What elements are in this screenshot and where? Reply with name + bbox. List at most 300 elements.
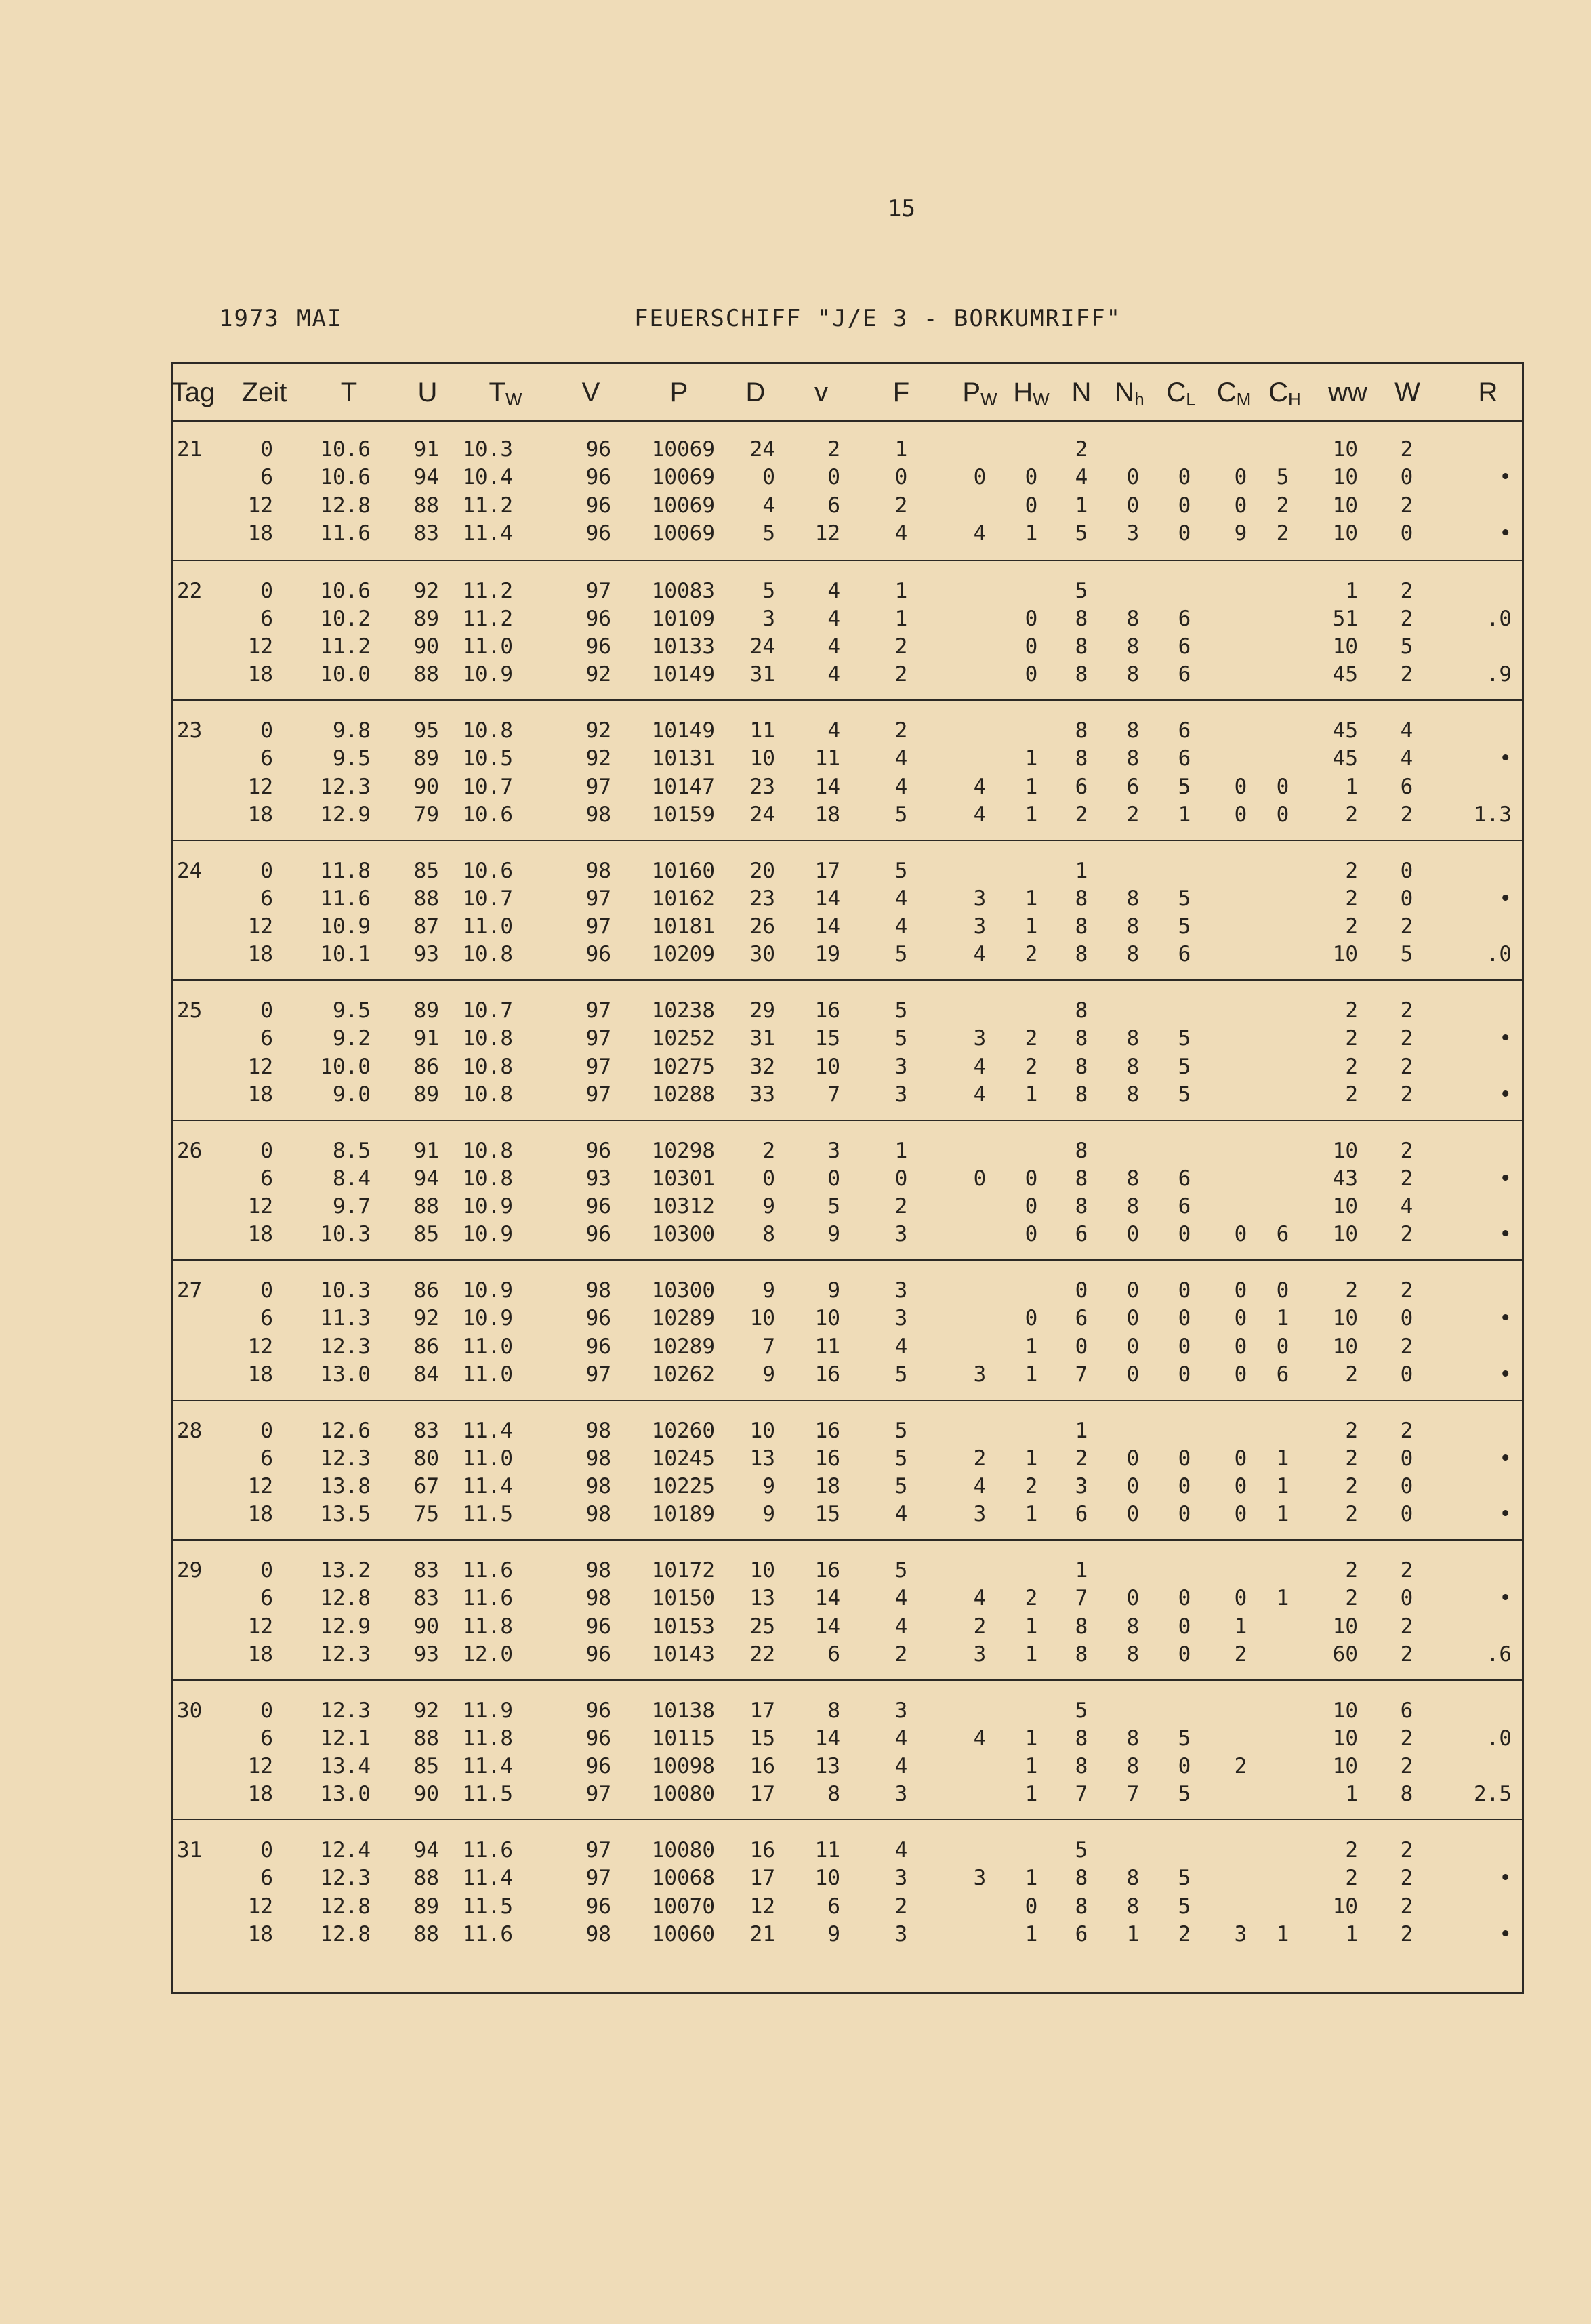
cell-CL: 0: [1178, 1362, 1191, 1387]
cell-v: 5: [827, 1194, 840, 1219]
cell-Nh: 8: [1126, 1026, 1140, 1051]
cell-W: 2: [1400, 1138, 1413, 1163]
cell-Pw: 4: [973, 1054, 987, 1079]
day-label: 24: [177, 858, 203, 883]
cell-Hw: 1: [1025, 1502, 1038, 1527]
cell-N: 8: [1075, 1866, 1088, 1891]
col-header-label: T: [340, 378, 358, 407]
cell-T: 13.2: [320, 1558, 371, 1583]
cell-W: 2: [1400, 1334, 1413, 1359]
cell-ww: 2: [1345, 1082, 1358, 1107]
day-block-21: [173, 420, 1522, 559]
cell-V: 96: [585, 1138, 611, 1163]
cell-CL: 5: [1178, 1894, 1191, 1919]
cell-Nh: 8: [1126, 1194, 1140, 1219]
cell-CL: 5: [1178, 774, 1191, 799]
cell-Nh: 8: [1126, 1754, 1140, 1779]
cell-U: 80: [413, 1446, 439, 1471]
cell-v: 16: [814, 1446, 840, 1471]
cell-CL: 5: [1178, 1082, 1191, 1107]
cell-R: •: [1499, 1306, 1512, 1331]
cell-zeit: 6: [260, 606, 273, 631]
cell-Nh: 8: [1126, 1614, 1140, 1639]
col-header-label: N: [1071, 378, 1092, 407]
cell-V: 98: [585, 858, 611, 883]
cell-V: 96: [585, 1754, 611, 1779]
cell-U: 88: [413, 886, 439, 911]
cell-V: 97: [585, 774, 611, 799]
cell-W: 0: [1400, 1474, 1413, 1499]
cell-Tw: 10.9: [462, 1194, 513, 1219]
cell-D: 31: [749, 662, 775, 687]
cell-CH: 0: [1276, 1278, 1289, 1303]
cell-U: 94: [413, 1166, 439, 1191]
cell-Pw: 3: [973, 886, 987, 911]
cell-D: 33: [749, 1082, 775, 1107]
col-header-CM: [1217, 378, 1252, 410]
cell-U: 85: [413, 1222, 439, 1247]
cell-U: 91: [413, 437, 439, 462]
cell-zeit: 18: [247, 1642, 273, 1667]
cell-P: 10301: [651, 1166, 715, 1191]
cell-T: 10.0: [320, 662, 371, 687]
cell-U: 95: [413, 718, 439, 743]
cell-ww: 51: [1332, 606, 1358, 631]
cell-Tw: 10.8: [462, 1082, 513, 1107]
cell-CM: 0: [1234, 774, 1247, 799]
cell-W: 4: [1400, 718, 1413, 743]
cell-P: 10115: [651, 1726, 715, 1751]
cell-T: 10.1: [320, 942, 371, 967]
cell-F: 4: [894, 1586, 908, 1611]
day-block-26: [173, 1120, 1522, 1261]
cell-P: 10312: [651, 1194, 715, 1219]
col-header-tag: [171, 378, 215, 408]
cell-T: 10.3: [320, 1222, 371, 1247]
cell-Tw: 10.6: [462, 802, 513, 827]
cell-CL: 0: [1178, 1502, 1191, 1527]
col-header-Tw: [489, 378, 522, 410]
cell-U: 93: [413, 942, 439, 967]
cell-CL: 0: [1178, 1446, 1191, 1471]
cell-CH: 2: [1276, 521, 1289, 546]
cell-V: 96: [585, 634, 611, 659]
cell-v: 16: [814, 1418, 840, 1443]
cell-P: 10068: [651, 1866, 715, 1891]
cell-Tw: 11.4: [462, 1474, 513, 1499]
cell-Pw: 4: [973, 774, 987, 799]
cell-V: 96: [585, 1334, 611, 1359]
cell-V: 96: [585, 493, 611, 518]
cell-V: 98: [585, 1474, 611, 1499]
cell-Tw: 10.6: [462, 858, 513, 883]
cell-ww: 10: [1332, 1726, 1358, 1751]
page-number: 15: [888, 195, 915, 222]
cell-P: 10133: [651, 634, 715, 659]
cell-Hw: 1: [1025, 521, 1038, 546]
cell-CL: 6: [1178, 606, 1191, 631]
col-header-label: C: [1166, 378, 1186, 407]
cell-zeit: 18: [247, 1082, 273, 1107]
cell-W: 2: [1400, 1838, 1413, 1862]
cell-P: 10162: [651, 886, 715, 911]
cell-P: 10181: [651, 914, 715, 939]
cell-U: 85: [413, 858, 439, 883]
cell-V: 96: [585, 1306, 611, 1331]
cell-W: 2: [1400, 998, 1413, 1023]
cell-CL: 0: [1178, 521, 1191, 546]
cell-F: 5: [894, 1026, 908, 1051]
cell-CL: 0: [1178, 1278, 1191, 1303]
cell-W: 0: [1400, 521, 1413, 546]
cell-ww: 60: [1332, 1642, 1358, 1667]
cell-U: 89: [413, 1894, 439, 1919]
cell-ww: 10: [1332, 1894, 1358, 1919]
cell-F: 2: [894, 493, 908, 518]
cell-v: 9: [827, 1222, 840, 1247]
cell-Tw: 11.4: [462, 521, 513, 546]
cell-V: 98: [585, 1446, 611, 1471]
cell-zeit: 6: [260, 1446, 273, 1471]
cell-Hw: 0: [1025, 1222, 1038, 1247]
cell-ww: 45: [1332, 718, 1358, 743]
cell-CL: 0: [1178, 1614, 1191, 1639]
cell-V: 97: [585, 578, 611, 603]
cell-P: 10147: [651, 774, 715, 799]
cell-Tw: 10.7: [462, 998, 513, 1023]
cell-v: 4: [827, 634, 840, 659]
cell-CL: 0: [1178, 1306, 1191, 1331]
cell-U: 88: [413, 493, 439, 518]
cell-T: 12.3: [320, 1866, 371, 1891]
cell-R: •: [1499, 1222, 1512, 1247]
cell-Nh: 0: [1126, 493, 1140, 518]
cell-D: 15: [749, 1726, 775, 1751]
cell-U: 92: [413, 1698, 439, 1723]
cell-W: 2: [1400, 1754, 1413, 1779]
cell-U: 94: [413, 1838, 439, 1862]
cell-ww: 2: [1345, 1446, 1358, 1471]
cell-CH: 5: [1276, 465, 1289, 490]
cell-v: 9: [827, 1921, 840, 1946]
cell-P: 10159: [651, 802, 715, 827]
cell-Nh: 8: [1126, 1082, 1140, 1107]
cell-R: •: [1499, 1362, 1512, 1387]
cell-Pw: 3: [973, 1026, 987, 1051]
cell-CL: 6: [1178, 634, 1191, 659]
cell-v: 11: [814, 746, 840, 771]
cell-Tw: 11.5: [462, 1502, 513, 1527]
cell-V: 98: [585, 1558, 611, 1583]
cell-ww: 45: [1332, 662, 1358, 687]
cell-CL: 6: [1178, 718, 1191, 743]
cell-v: 10: [814, 1866, 840, 1891]
cell-Tw: 10.9: [462, 1278, 513, 1303]
cell-P: 10262: [651, 1362, 715, 1387]
cell-N: 5: [1075, 521, 1088, 546]
cell-V: 92: [585, 746, 611, 771]
cell-v: 6: [827, 493, 840, 518]
cell-W: 2: [1400, 1642, 1413, 1667]
cell-v: 10: [814, 1306, 840, 1331]
cell-N: 5: [1075, 578, 1088, 603]
cell-zeit: 6: [260, 465, 273, 490]
cell-zeit: 0: [260, 998, 273, 1023]
cell-F: 2: [894, 1194, 908, 1219]
cell-W: 2: [1400, 493, 1413, 518]
cell-CH: 1: [1276, 1474, 1289, 1499]
cell-F: 3: [894, 1698, 908, 1723]
cell-v: 14: [814, 774, 840, 799]
cell-ww: 1: [1345, 1782, 1358, 1807]
col-header-CH: [1268, 378, 1301, 410]
day-label: 23: [177, 718, 203, 743]
cell-U: 89: [413, 606, 439, 631]
cell-V: 98: [585, 1921, 611, 1946]
cell-U: 90: [413, 1782, 439, 1807]
cell-zeit: 6: [260, 1306, 273, 1331]
cell-Pw: 3: [973, 1362, 987, 1387]
cell-W: 2: [1400, 662, 1413, 687]
cell-CL: 0: [1178, 1334, 1191, 1359]
cell-T: 10.6: [320, 465, 371, 490]
cell-P: 10143: [651, 1642, 715, 1667]
col-header-R: [1479, 378, 1498, 408]
cell-Tw: 12.0: [462, 1642, 513, 1667]
cell-Nh: 0: [1126, 1586, 1140, 1611]
cell-P: 10069: [651, 465, 715, 490]
cell-CL: 6: [1178, 746, 1191, 771]
cell-Nh: 0: [1126, 1502, 1140, 1527]
cell-P: 10252: [651, 1026, 715, 1051]
cell-CH: 0: [1276, 774, 1289, 799]
cell-v: 8: [827, 1698, 840, 1723]
cell-T: 8.4: [333, 1166, 371, 1191]
cell-V: 97: [585, 1054, 611, 1079]
cell-R: •: [1499, 886, 1512, 911]
cell-D: 8: [762, 1222, 775, 1247]
cell-v: 12: [814, 521, 840, 546]
cell-ww: 2: [1345, 1502, 1358, 1527]
cell-T: 11.6: [320, 521, 371, 546]
cell-W: 2: [1400, 1726, 1413, 1751]
cell-CM: 0: [1234, 1446, 1247, 1471]
cell-W: 0: [1400, 1586, 1413, 1611]
cell-T: 12.3: [320, 774, 371, 799]
cell-Hw: 1: [1025, 1642, 1038, 1667]
cell-V: 96: [585, 465, 611, 490]
cell-ww: 2: [1345, 998, 1358, 1023]
cell-R: .9: [1486, 662, 1512, 687]
cell-Nh: 8: [1126, 942, 1140, 967]
cell-V: 97: [585, 1838, 611, 1862]
cell-CL: 0: [1178, 493, 1191, 518]
cell-F: 3: [894, 1782, 908, 1807]
cell-v: 15: [814, 1502, 840, 1527]
cell-Hw: 2: [1025, 1586, 1038, 1611]
cell-v: 7: [827, 1082, 840, 1107]
cell-R: •: [1499, 1026, 1512, 1051]
cell-R: •: [1499, 521, 1512, 546]
cell-Hw: 0: [1025, 1894, 1038, 1919]
col-header-label: N: [1115, 378, 1135, 407]
cell-F: 5: [894, 1474, 908, 1499]
cell-CM: 2: [1234, 1754, 1247, 1779]
cell-zeit: 18: [247, 1502, 273, 1527]
cell-N: 8: [1075, 606, 1088, 631]
cell-v: 6: [827, 1894, 840, 1919]
cell-W: 2: [1400, 1614, 1413, 1639]
cell-W: 2: [1400, 1866, 1413, 1891]
cell-v: 14: [814, 914, 840, 939]
cell-T: 13.0: [320, 1782, 371, 1807]
cell-F: 4: [894, 1334, 908, 1359]
cell-N: 8: [1075, 1082, 1088, 1107]
cell-D: 9: [762, 1362, 775, 1387]
cell-CH: 1: [1276, 1446, 1289, 1471]
cell-Nh: 8: [1126, 1866, 1140, 1891]
col-header-label: V: [581, 378, 600, 407]
cell-v: 6: [827, 1642, 840, 1667]
cell-P: 10131: [651, 746, 715, 771]
cell-T: 9.5: [333, 746, 371, 771]
cell-F: 3: [894, 1921, 908, 1946]
cell-Tw: 11.6: [462, 1921, 513, 1946]
cell-W: 2: [1400, 1166, 1413, 1191]
cell-Tw: 11.2: [462, 493, 513, 518]
cell-Hw: 1: [1025, 1754, 1038, 1779]
cell-zeit: 0: [260, 437, 273, 462]
cell-V: 98: [585, 1502, 611, 1527]
cell-N: 8: [1075, 886, 1088, 911]
cell-zeit: 12: [247, 1334, 273, 1359]
cell-U: 86: [413, 1054, 439, 1079]
cell-T: 12.8: [320, 1894, 371, 1919]
col-header-subscript: W: [505, 389, 522, 409]
cell-zeit: 0: [260, 578, 273, 603]
cell-CL: 5: [1178, 914, 1191, 939]
cell-U: 87: [413, 914, 439, 939]
cell-T: 10.2: [320, 606, 371, 631]
cell-N: 1: [1075, 493, 1088, 518]
cell-zeit: 6: [260, 1586, 273, 1611]
header-year: 1973: [219, 305, 280, 332]
cell-Tw: 10.7: [462, 774, 513, 799]
col-header-subscript: M: [1236, 389, 1252, 409]
cell-N: 8: [1075, 1754, 1088, 1779]
cell-ww: 2: [1345, 1866, 1358, 1891]
cell-F: 4: [894, 914, 908, 939]
cell-Tw: 10.8: [462, 942, 513, 967]
cell-F: 3: [894, 1306, 908, 1331]
cell-W: 2: [1400, 606, 1413, 631]
cell-V: 98: [585, 1278, 611, 1303]
cell-zeit: 12: [247, 1054, 273, 1079]
cell-zeit: 12: [247, 1194, 273, 1219]
cell-ww: 2: [1345, 886, 1358, 911]
cell-D: 17: [749, 1866, 775, 1891]
cell-U: 91: [413, 1026, 439, 1051]
cell-N: 2: [1075, 1446, 1088, 1471]
cell-F: 4: [894, 746, 908, 771]
cell-D: 5: [762, 578, 775, 603]
cell-v: 16: [814, 1558, 840, 1583]
cell-zeit: 12: [247, 914, 273, 939]
cell-Tw: 11.0: [462, 634, 513, 659]
cell-D: 17: [749, 1698, 775, 1723]
cell-Hw: 1: [1025, 774, 1038, 799]
cell-P: 10288: [651, 1082, 715, 1107]
cell-W: 4: [1400, 1194, 1413, 1219]
cell-D: 9: [762, 1194, 775, 1219]
cell-CM: 2: [1234, 1642, 1247, 1667]
cell-F: 5: [894, 858, 908, 883]
cell-W: 0: [1400, 1362, 1413, 1387]
cell-CM: 0: [1234, 1222, 1247, 1247]
cell-ww: 10: [1332, 1698, 1358, 1723]
cell-R: .0: [1486, 1726, 1512, 1751]
col-header-F: [893, 378, 909, 408]
cell-Tw: 10.7: [462, 886, 513, 911]
cell-F: 4: [894, 1726, 908, 1751]
cell-Hw: 0: [1025, 1194, 1038, 1219]
cell-ww: 10: [1332, 634, 1358, 659]
cell-v: 8: [827, 1782, 840, 1807]
cell-F: 3: [894, 1054, 908, 1079]
cell-ww: 10: [1332, 493, 1358, 518]
col-header-label: P: [962, 378, 981, 407]
cell-Tw: 11.0: [462, 914, 513, 939]
cell-v: 16: [814, 998, 840, 1023]
cell-U: 88: [413, 662, 439, 687]
cell-CL: 6: [1178, 662, 1191, 687]
cell-P: 10109: [651, 606, 715, 631]
cell-N: 6: [1075, 774, 1088, 799]
cell-Tw: 11.8: [462, 1614, 513, 1639]
col-header-Nh: [1115, 378, 1144, 410]
cell-Hw: 2: [1025, 1026, 1038, 1051]
cell-D: 30: [749, 942, 775, 967]
cell-V: 96: [585, 942, 611, 967]
cell-P: 10069: [651, 521, 715, 546]
cell-Hw: 0: [1025, 1166, 1038, 1191]
cell-Nh: 8: [1126, 886, 1140, 911]
cell-V: 96: [585, 1194, 611, 1219]
cell-v: 10: [814, 1054, 840, 1079]
cell-F: 3: [894, 1866, 908, 1891]
cell-zeit: 0: [260, 1418, 273, 1443]
cell-CM: 0: [1234, 1278, 1247, 1303]
cell-Nh: 0: [1126, 1278, 1140, 1303]
cell-D: 7: [762, 1334, 775, 1359]
cell-zeit: 6: [260, 886, 273, 911]
day-label: 28: [177, 1418, 203, 1443]
cell-W: 2: [1400, 1082, 1413, 1107]
cell-CH: 2: [1276, 493, 1289, 518]
cell-Pw: 4: [973, 942, 987, 967]
cell-Nh: 8: [1126, 606, 1140, 631]
col-header-label: F: [892, 378, 910, 407]
cell-V: 98: [585, 802, 611, 827]
cell-Tw: 11.2: [462, 606, 513, 631]
cell-V: 97: [585, 1362, 611, 1387]
cell-v: 4: [827, 718, 840, 743]
cell-CM: 0: [1234, 1362, 1247, 1387]
cell-T: 9.2: [333, 1026, 371, 1051]
cell-P: 10150: [651, 1586, 715, 1611]
cell-T: 9.7: [333, 1194, 371, 1219]
col-header-P: [670, 378, 688, 408]
